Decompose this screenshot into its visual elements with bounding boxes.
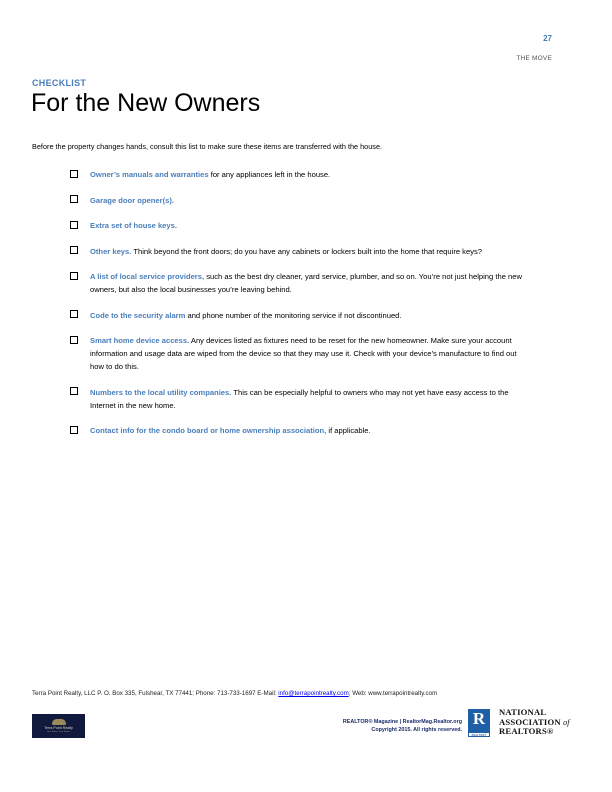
footer-contact [32, 690, 437, 697]
email-link[interactable]: info@terrapointrealty.com [278, 690, 349, 697]
realtor-mark-label: REALTOR® [468, 732, 490, 737]
checkbox[interactable] [70, 310, 78, 318]
magazine-credit [300, 719, 462, 734]
realtor-r-logo-icon [468, 709, 490, 737]
item-lead: Code to the security alarm [90, 310, 186, 320]
item-text: and phone number of the monitoring service if not discontinued. [185, 310, 402, 320]
checkbox[interactable] [70, 272, 78, 280]
intro-text: Before the property changes hands, consult this list to make sure these items are transferred with the house. [32, 142, 383, 151]
checkbox[interactable] [70, 336, 78, 344]
checklist-item [70, 270, 530, 296]
item-lead: Other keys. [90, 246, 132, 256]
checkbox[interactable] [70, 221, 78, 229]
checklist-item [70, 309, 530, 322]
checklist-item [70, 424, 530, 437]
item-text: if applicable. [326, 426, 371, 435]
checklist-item [70, 386, 530, 412]
checklist [70, 168, 530, 450]
checkbox[interactable] [70, 195, 78, 203]
checkbox[interactable] [70, 387, 78, 395]
nar-line-1: NATIONAL [499, 707, 547, 717]
brokerage-logo [32, 714, 85, 738]
item-text: Any devices listed as fixtures need to be reset for the new homeowner. Make sure your account information and usage data are wiped from the device so that they may use it. Check with your device’s manufacture to find out how to do this. [90, 336, 517, 371]
r-letter: R [472, 709, 486, 728]
crest-icon [52, 719, 66, 725]
nar-wordmark [499, 708, 570, 737]
nar-line-2: ASSOCIATION [499, 716, 561, 727]
item-text: such as the best dry cleaner, yard service, plumber, and so on. You’re not just helping the new owners, but also the local businesses you’re leaving behind. [90, 272, 522, 294]
item-lead: Numbers to the local utility companies. [90, 387, 232, 397]
checklist-item [70, 194, 530, 207]
item-lead: Smart home device access. [90, 336, 190, 345]
item-lead: Owner’s manuals and warranties [90, 170, 209, 179]
item-lead: A list of local service providers, [90, 272, 205, 281]
checklist-item [70, 219, 530, 232]
logo-tagline: Your Home, Your Future [46, 730, 71, 733]
item-text: This can be especially helpful to owners who may not yet have easy access to the Internet in the new home. [90, 387, 509, 410]
contact-web: ; Web: www.terrapointrealty.com [348, 690, 438, 697]
page-number: 27 [543, 34, 552, 43]
checklist-item [70, 334, 530, 373]
item-lead: Extra set of house keys. [90, 221, 177, 230]
item-lead: Contact info for the condo board or home ownership association, [90, 426, 327, 435]
page-title: For the New Owners [31, 89, 261, 117]
contact-text: Terra Point Realty, LLC P. O. Box 335, Fulshear, TX 77441; Phone: 713-733-1697 E-Mail: [32, 690, 279, 697]
checkbox[interactable] [70, 246, 78, 254]
logo-name: Terra Point Realty [44, 726, 73, 731]
section-name: THE MOVE [516, 55, 552, 62]
eyebrow-label: CHECKLIST [32, 78, 87, 88]
checkbox[interactable] [70, 426, 78, 434]
checklist-item [70, 245, 530, 258]
nar-of: of [563, 717, 570, 727]
item-lead: Garage door opener(s). [90, 195, 174, 205]
credit-line-2: Copyright 2015. All rights reserved. [371, 726, 462, 733]
checklist-item [70, 168, 530, 181]
item-text: Think beyond the front doors; do you have any cabinets or lockers built into the home that require keys? [131, 246, 483, 256]
checkbox[interactable] [70, 170, 78, 178]
credit-line-1: REALTOR® Magazine | RealtorMag.Realtor.org [342, 719, 462, 725]
nar-line-3: REALTORS® [499, 726, 554, 736]
item-text: for any appliances left in the house. [208, 170, 331, 179]
